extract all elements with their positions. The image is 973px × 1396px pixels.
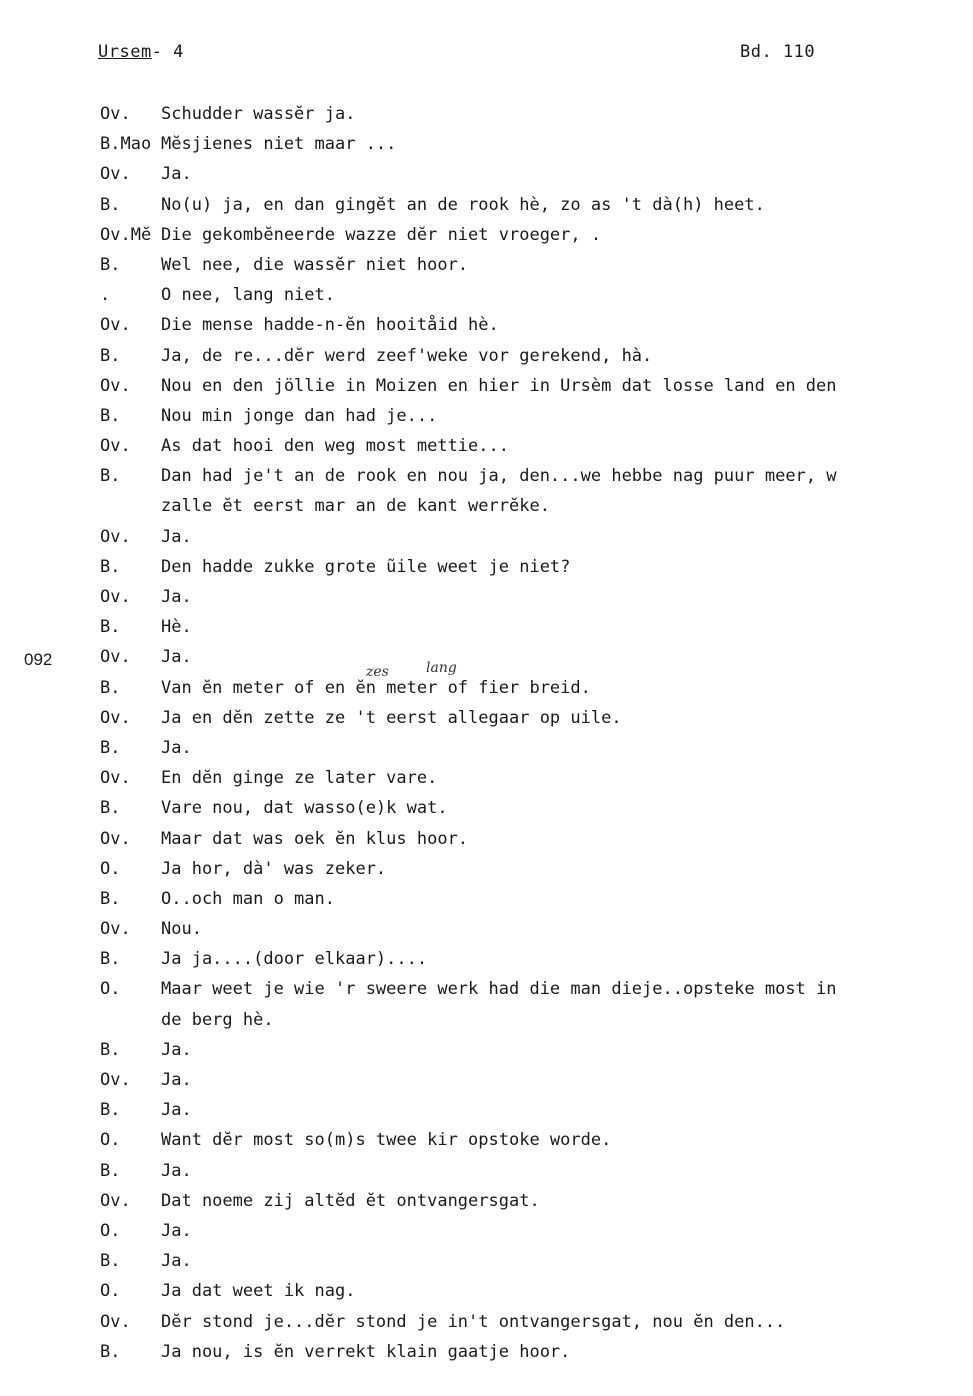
speaker-label: B. [100,556,121,577]
dialogue-line [0,1342,973,1372]
line-text: de berg hè. [161,1009,274,1030]
speaker-label: B. [100,466,121,487]
dialogue-line [0,798,973,828]
speaker-label: B. [100,194,121,215]
dialogue-line [0,738,973,768]
speaker-label: Ov. [100,164,131,185]
dialogue-line [0,1010,973,1040]
speaker-label: Ov. [100,104,131,124]
speaker-label: B.Mao [100,134,152,155]
speaker-label: B. [100,677,121,698]
speaker-label: O. [100,1130,121,1151]
dialogue-line [0,134,973,164]
handwritten-note-lang: lang [426,660,457,676]
dialogue-line [0,1040,973,1070]
dialogue-line [0,768,973,798]
line-text: Ja dat weet ik nag. [161,1281,356,1302]
line-text: Ja hor, dà' was zeker. [161,858,387,879]
dialogue-line [0,708,973,738]
speaker-label: O. [100,979,121,1000]
dialogue-line [0,376,973,406]
line-text: Nou min jonge dan had je... [161,405,438,426]
speaker-label: Ov. [100,1190,131,1211]
dialogue-line [0,406,973,436]
dialogue-line [0,617,973,647]
line-text: Maar dat was oek ĕn klus hoor. [161,828,469,849]
speaker-label: B. [100,798,121,819]
dialogue-line [0,1221,973,1251]
dialogue-line [0,466,973,496]
dialogue-line [0,979,973,1009]
line-text: Ja. [161,1160,192,1181]
speaker-label: B. [100,888,121,909]
line-text: Dĕr stond je...dĕr stond je in't ontvangersgat, nou ĕn den... [161,1311,786,1332]
dialogue-line [0,829,973,859]
dialogue-line [0,1100,973,1130]
dialogue-lines [0,104,973,1372]
line-text: Hè. [161,617,192,638]
speaker-label: B. [100,405,121,426]
dialogue-line [0,1281,973,1311]
dialogue-line [0,678,973,708]
dialogue-line [0,1161,973,1191]
line-text: Die gekombĕneerde wazze dĕr niet vroeger, . [161,224,602,245]
dialogue-line [0,859,973,889]
speaker-label: O. [100,1281,121,1302]
speaker-label: B. [100,1341,121,1362]
speaker-label: Ov. [100,919,131,940]
speaker-label: Ov. [100,647,131,668]
line-text: Ja. [161,1039,192,1060]
speaker-label: Ov. [100,436,131,457]
line-text: O..och man o man. [161,888,335,909]
speaker-label: Ov.Mĕ [100,224,152,245]
dialogue-line [0,346,973,376]
line-text: No(u) ja, en dan gingĕt an de rook hè, zo as 't dà(h) heet. [161,194,765,215]
dialogue-line [0,647,973,677]
speaker-label: Ov. [100,315,131,336]
header-title: Ursem [98,42,152,62]
dialogue-line [0,255,973,285]
dialogue-line [0,557,973,587]
speaker-label: Ov. [100,1070,131,1090]
speaker-label: B. [100,617,121,638]
line-text: Nou en den jöllie in Moizen en hier in Ursèm dat losse land en den [161,375,837,396]
line-text: Ja, de re...dĕr werd zeef'weke vor gerekend, hà. [161,345,653,366]
speaker-label: B. [100,1100,121,1121]
line-text: Ja. [161,526,192,547]
dialogue-line [0,104,973,134]
line-text: Ja. [161,587,192,607]
dialogue-line [0,949,973,979]
dialogue-line [0,1130,973,1160]
header-left [98,42,184,62]
dialogue-line [0,1191,973,1221]
dialogue-line [0,225,973,255]
line-text: Ja nou, is ĕn verrekt klain gaatje hoor. [161,1341,571,1362]
line-text: Wel nee, die wassĕr niet hoor. [161,254,469,275]
margin-number: 092 [24,650,53,669]
dialogue-line [0,1251,973,1281]
header-suffix: - 4 [151,42,184,62]
speaker-label: B. [100,254,121,275]
speaker-label: B. [100,737,121,758]
header-page-ref: Bd. 110 [740,42,816,62]
line-text: Nou. [161,919,202,940]
line-text: Ja. [161,1220,192,1241]
line-text: Den hadde zukke grote ũile weet je niet? [161,556,571,577]
speaker-label: O. [100,1220,121,1241]
line-text: As dat hooi den weg most mettie... [161,436,509,457]
dialogue-line [0,195,973,225]
handwritten-note-zes: zes [366,664,389,680]
dialogue-line [0,527,973,557]
line-text: Dat noeme zij altĕd ĕt ontvangersgat. [161,1190,540,1211]
line-text: Ja. [161,1070,192,1090]
line-text: En dĕn ginge ze later vare. [161,768,438,789]
line-text: Mĕsjienes niet maar ... [161,134,397,155]
line-text: Vare nou, dat wasso(e)k wat. [161,798,448,819]
line-text: Want dĕr most so(m)s twee kir opstoke worde. [161,1130,612,1151]
dialogue-line [0,1070,973,1100]
line-text: Ja ja....(door elkaar).... [161,949,428,970]
speaker-label: O. [100,858,121,879]
speaker-label: B. [100,345,121,366]
speaker-label: Ov. [100,587,131,607]
dialogue-line [0,164,973,194]
line-text: Die mense hadde-n-ĕn hooitåid hè. [161,315,499,336]
dialogue-line [0,315,973,345]
speaker-label: Ov. [100,828,131,849]
dialogue-line [0,436,973,466]
speaker-label: Ov. [100,375,131,396]
line-text: Van ĕn meter of en ĕn meter of fier breid. [161,677,591,698]
speaker-label: B. [100,1160,121,1181]
line-text: Ja. [161,1100,192,1121]
line-text: Dan had je't an de rook en nou ja, den...we hebbe nag puur meer, w [161,466,837,487]
line-text: Ja. [161,647,192,668]
line-text: Ja. [161,164,192,185]
line-text: Ja. [161,1251,192,1272]
dialogue-line [0,285,973,315]
line-text: Maar weet je wie 'r sweere werk had die man dieje..opsteke most in [161,979,837,1000]
speaker-label: B. [100,1251,121,1272]
dialogue-line [0,496,973,526]
speaker-label: B. [100,1039,121,1060]
line-text: O nee, lang niet. [161,285,335,306]
line-text: zalle ĕt eerst mar an de kant werrĕke. [161,496,550,517]
speaker-label: . [100,285,111,306]
dialogue-line [0,919,973,949]
line-text: Schudder wassĕr ja. [161,104,356,124]
speaker-label: Ov. [100,768,131,789]
dialogue-line [0,889,973,919]
dialogue-line [0,1312,973,1342]
speaker-label: Ov. [100,1311,131,1332]
speaker-label: Ov. [100,526,131,547]
dialogue-line [0,587,973,617]
line-text: Ja. [161,737,192,758]
line-text: Ja en dĕn zette ze 't eerst allegaar op uile. [161,707,622,728]
speaker-label: B. [100,949,121,970]
speaker-label: Ov. [100,707,131,728]
